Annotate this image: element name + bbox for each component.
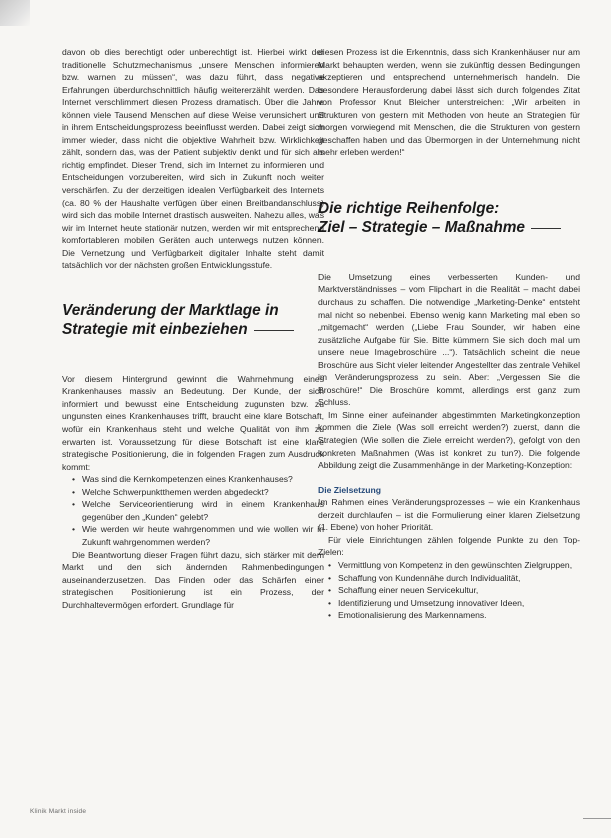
heading-line: Ziel – Strategie – Maßnahme [318, 218, 525, 236]
heading-line: Die richtige Reihenfolge: [318, 199, 500, 217]
list-item: • Welche Serviceorientierung wird in einem Krankenhaus gegenüber den „Kunden“ gelebt? [72, 498, 324, 523]
body-paragraph: Die Umsetzung eines verbesserten Kunden- und Marktverständnisses – vom Flipchart in die Realität – macht dabei durchaus zu schaffen. Die notwendige „Marketing-Denke“ entsteht mal nicht so nebenbei. Ebenso wenig kann Marketing mal eben so „mitgemacht“ werden („Liebe Frau Sounder, wir haben eine zusätzliche Aufgabe für Sie. Bitte kümmern Sie sich doch mal um unsere neue Imagebroschüre ...“). Tatsächlich scheint die neue Broschüre aus Sicht vieler leitender Angestellter das zentrale Vehikel im Veränderungsprozess zu sein. Aber: „Vergessen Sie die Broschüre!“ Die Broschüre kommt, allerdings erst ganz zum Schluss. [318, 271, 580, 408]
body-paragraph: Im Rahmen eines Veränderungsprozesses – wie ein Krankenhaus derzeit durchlaufen – ist die Formulierung einer klaren Zielsetzung (1. Ebene) von hoher Priorität. [318, 497, 580, 533]
list-item: • Wie werden wir heute wahrgenommen und wie wollen wir in Zukunft wahrgenommen werden? [72, 523, 324, 548]
body-paragraph: Die Beantwortung dieser Fragen führt dazu, sich stärker mit dem Markt und den sich ändernden Rahmenbedingungen auseinanderzusetzen. Das Finden oder das Schärfen einer strategischen Positionierung ist ein Prozess, der Durchhaltevermögen erfordert. Grundlage für [62, 549, 324, 610]
body-paragraph: Im Sinne einer aufeinander abgestimmten Marketingkonzeption kommen die Ziele (Was soll erreicht werden?) zuerst, dann die Strategien (Wie sollen die Ziele erreicht werden?), gefolgt von den konkreten Maßnahmen (Was ist konkret zu tun?). Die folgende Abbildung zeigt die Zusammenhänge in der Marketing-Konzeption: [318, 409, 580, 471]
heading-rule [531, 228, 561, 229]
list-item: • Welche Schwerpunktthemen werden abgedeckt? [72, 486, 324, 499]
right-column [318, 46, 580, 622]
goal-list [318, 559, 580, 622]
left-column [62, 46, 324, 611]
page-corner-tab [0, 0, 30, 26]
subheading-zielsetzung: Die Zielsetzung [318, 484, 382, 495]
heading-line: Strategie mit einbeziehen [62, 320, 248, 338]
list-item: • Vermittlung von Kompetenz in den gewünschten Zielgruppen, [328, 559, 580, 572]
list-item: • Identifizierung und Umsetzung innovativer Ideen, [328, 597, 580, 610]
body-paragraph: davon ob dies berechtigt oder unberechtigt ist. Hierbei wirkt der traditionelle Schutzmechanismus „unsere Menschen informieren bzw. warnen zu müssen“, was dazu führt, dass negative Erfahrungen überdurchschnittlich häufig weitererzählt werden. Das Internet verschlimmert diesen Prozess dramatisch. Über die Jahre können viele Tausend Menschen auf diese Weise verunsichert und in ihrem Entscheidungsprozess beeinflusst werden. Dabei zeigt sich immer wieder, dass nicht die objektive Wahrheit bzw. Wirklichkeit zählt, sondern das, was der Patient subjektiv denkt und für sich als richtig empfindet. Dieser Trend, sich im Internet zu informieren und Entscheidungen vorzubereiten, wird sich in Zukunft noch weiter verschärfen. Zu der derzeitigen idealen Verfügbarkeit des Internets (ca. 80 % der Haushalte verfügen über einen Breitbandanschluss) wird sich das mobile Internet drastisch ausweiten. Nahezu alles, was wir im Internet heute stationär nutzen, werden wir mit entsprechend komfortableren mobilen Geräten auch unterwegs nutzen können. Die Vernetzung und Verfügbarkeit digitaler Inhalte steht damit tatsächlich vor der nächsten großen Entwicklungsstufe. [62, 47, 324, 271]
body-paragraph: Vor diesem Hintergrund gewinnt die Wahrnehmung eines Krankenhauses massiv an Bedeutung. Der Kunde, der sich informiert und bewusst eine Entscheidung zugunsten bzw. zu ungunsten eines Krankenhauses trifft, braucht eine klare Botschaft, wofür ein Krankenhaus steht und welche Qualität von ihm zu erwarten ist. Voraussetzung für diese Botschaft ist eine klare strategische Positionierung, die in folgenden Fragen zum Ausdruck kommt: [62, 373, 324, 472]
body-paragraph: diesen Prozess ist die Erkenntnis, dass sich Krankenhäuser nur am Markt behaupten werden, wenn sie zukünftig dessen Bedingungen akzeptieren und entsprechend unternehmerisch handeln. Die besondere Herausforderung dabei lässt sich durch folgendes Zitat von Professor Knut Bleicher unterstreichen: „Wir arbeiten in Strukturen von gestern mit Methoden von heute an Strategien für morgen vorwiegend mit Menschen, die die Strukturen von gestern geschaffen haben und das Übermorgen in der Unternehmung nicht mehr erleben werden!“ [318, 47, 580, 158]
footer-publication: Klinik Markt inside [30, 808, 87, 815]
body-paragraph: Für viele Einrichtungen zählen folgende Punkte zu den Top-Zielen: [318, 534, 580, 558]
heading-rule [254, 330, 294, 331]
list-item: • Schaffung von Kundennähe durch Individualität, [328, 572, 580, 585]
list-item: • Schaffung einer neuen Servicekultur, [328, 584, 580, 597]
footer-rule [583, 818, 611, 819]
section-heading-marktlage [62, 301, 324, 339]
list-item: • Emotionalisierung des Markennamens. [328, 609, 580, 622]
list-item: • Was sind die Kernkompetenzen eines Krankenhauses? [72, 473, 324, 486]
section-heading-reihenfolge [318, 199, 580, 237]
heading-line: Veränderung der Marktlage in [62, 301, 279, 319]
question-list [62, 473, 324, 548]
